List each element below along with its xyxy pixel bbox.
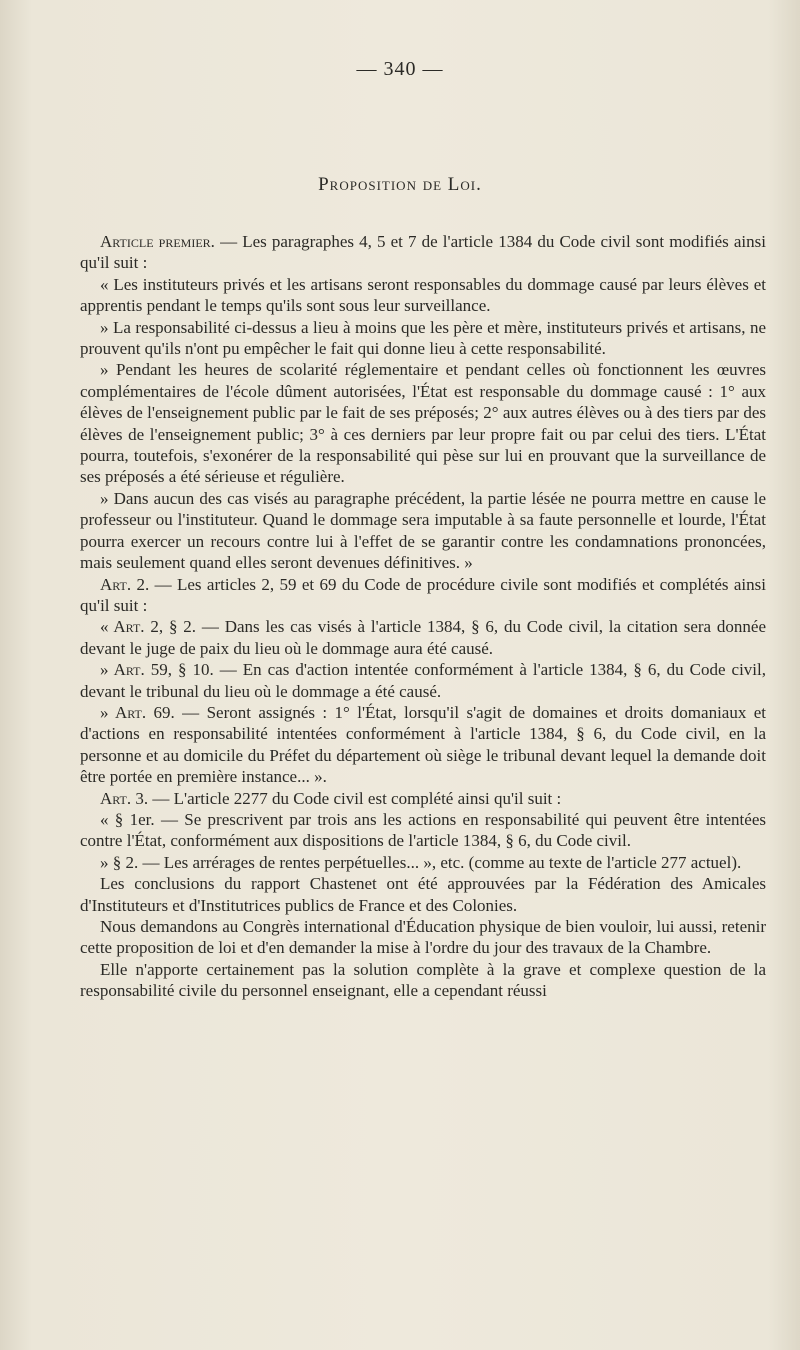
paragraph-lead: Article premier.: [100, 232, 215, 251]
paragraph: [80, 959, 766, 1002]
paragraph: [80, 788, 766, 809]
paragraph: [80, 231, 766, 274]
paragraph-text: — En cas d'action intentée conformément à l'article 1384, § 6, du Code civil, devant le tribunal du lieu où le dommage a été causé.: [80, 660, 767, 701]
paragraph-text: — L'article 2277 du Code civil est complété ainsi qu'il suit :: [148, 788, 562, 808]
paragraph-text: « Les instituteurs privés et les artisans seront responsables du dommage causé par leurs élèves et apprentis pendant le temps qu'ils sont sous leur surveillance.: [80, 274, 766, 316]
paragraph-lead: » Art. 69.: [100, 702, 175, 722]
paragraph-lead: » Art. 59, § 10.: [100, 660, 214, 680]
paragraph-lead: Art. 2.: [100, 574, 150, 594]
paragraph-text: » La responsabilité ci-dessus a lieu à moins que les père et mère, instituteurs privés et artisans, ne prouvent qu'ils n'ont pu empêcher le fait qui donne lieu à cette responsabilité.: [80, 317, 766, 359]
paragraph-text: » Pendant les heures de scolarité réglementaire et pendant celles où fonctionnent les œuvres complémentaires de l'école dûment autorisées, l'État est responsable du dommage causé : 1° aux élèves de l'enseignement public par le fait de ses préposés; 2° aux autres élèves ou à des tiers par des élèves de l'enseignement public; 3° à ces derniers par leur propre fait ou par celui des tiers. L'État pourra, toutefois, s'exonérer de la responsabilité qui pèse sur lui en prouvant que la surveillance de ses préposés a été sérieuse et régulière.: [80, 360, 766, 487]
paragraph-text: — Dans les cas visés à l'article 1384, § 6, du Code civil, la citation sera donnée devant le juge de paix du lieu où le dommage aura été causé.: [80, 617, 767, 658]
paragraph: [80, 852, 766, 873]
page-number: — 340 —: [356, 58, 444, 80]
paragraph: [80, 659, 766, 702]
paragraph-lead: Art. 3.: [100, 788, 149, 808]
paragraph: [80, 574, 766, 617]
paragraph: [80, 916, 766, 959]
paragraph-text: Nous demandons au Congrès international d'Éducation physique de bien vouloir, lui aussi, retenir cette proposition de loi et d'en demander la mise à l'ordre du jour des travaux de la Chambre.: [80, 917, 766, 958]
paragraph-text: — Les articles 2, 59 et 69 du Code de procédure civile sont modifiés et complétés ainsi qu'il suit :: [80, 574, 766, 615]
paragraph: [80, 359, 766, 487]
paragraph-text: » § 2. — Les arrérages de rentes perpétuelles... », etc. (comme au texte de l'article 277 actuel).: [100, 852, 742, 872]
paragraph-text: » Dans aucun des cas visés au paragraphe précédent, la partie lésée ne pourra mettre en cause le professeur ou l'instituteur. Quand le dommage sera imputable à sa faute personnelle et lourde, l'État pourra exercer un recours contre lui à l'effet de se garantir contre les condamnations prononcées, mais seulement quand elles seront devenues définitives. »: [80, 488, 766, 573]
paragraph-text: — Seront assignés : 1° l'État, lorsqu'il s'agit de domaines et droits domaniaux et d'actions en responsabilité intentées conformément à l'article 1384, § 6, du Code civil, en la personne et au domicile du Préfet du département où siège le tribunal devant lequel la demande doit être portée en première instance... ».: [80, 702, 767, 787]
paragraph-text: Elle n'apporte certainement pas la solution complète à la grave et complexe question de la responsabilité civile du personnel enseignant, elle a cependant réussi: [80, 959, 766, 1001]
paragraph: [80, 274, 766, 317]
paragraph-lead: « Art. 2, § 2.: [100, 617, 197, 637]
section-heading: Proposition de Loi.: [318, 174, 482, 195]
paragraph: [80, 488, 766, 574]
paragraph-text: — Les paragraphes 4, 5 et 7 de l'article 1384 du Code civil sont modifiés ainsi qu'il suit :: [80, 232, 766, 273]
paragraph: [80, 317, 766, 360]
paragraph-text: « § 1er. — Se prescrivent par trois ans les actions en responsabilité qui peuvent être intentées contre l'État, conformément aux dispositions de l'article 1384, § 6, du Code civil.: [80, 809, 766, 851]
paragraph: [80, 702, 766, 788]
paragraph: [80, 809, 766, 852]
paragraph: [80, 616, 766, 659]
body-text: [80, 231, 766, 1002]
paragraph: [80, 873, 766, 916]
paragraph-text: Les conclusions du rapport Chastenet ont été approuvées par la Fédération des Amicales d'Instituteurs et d'Institutrices publics de France et des Colonies.: [80, 874, 766, 915]
